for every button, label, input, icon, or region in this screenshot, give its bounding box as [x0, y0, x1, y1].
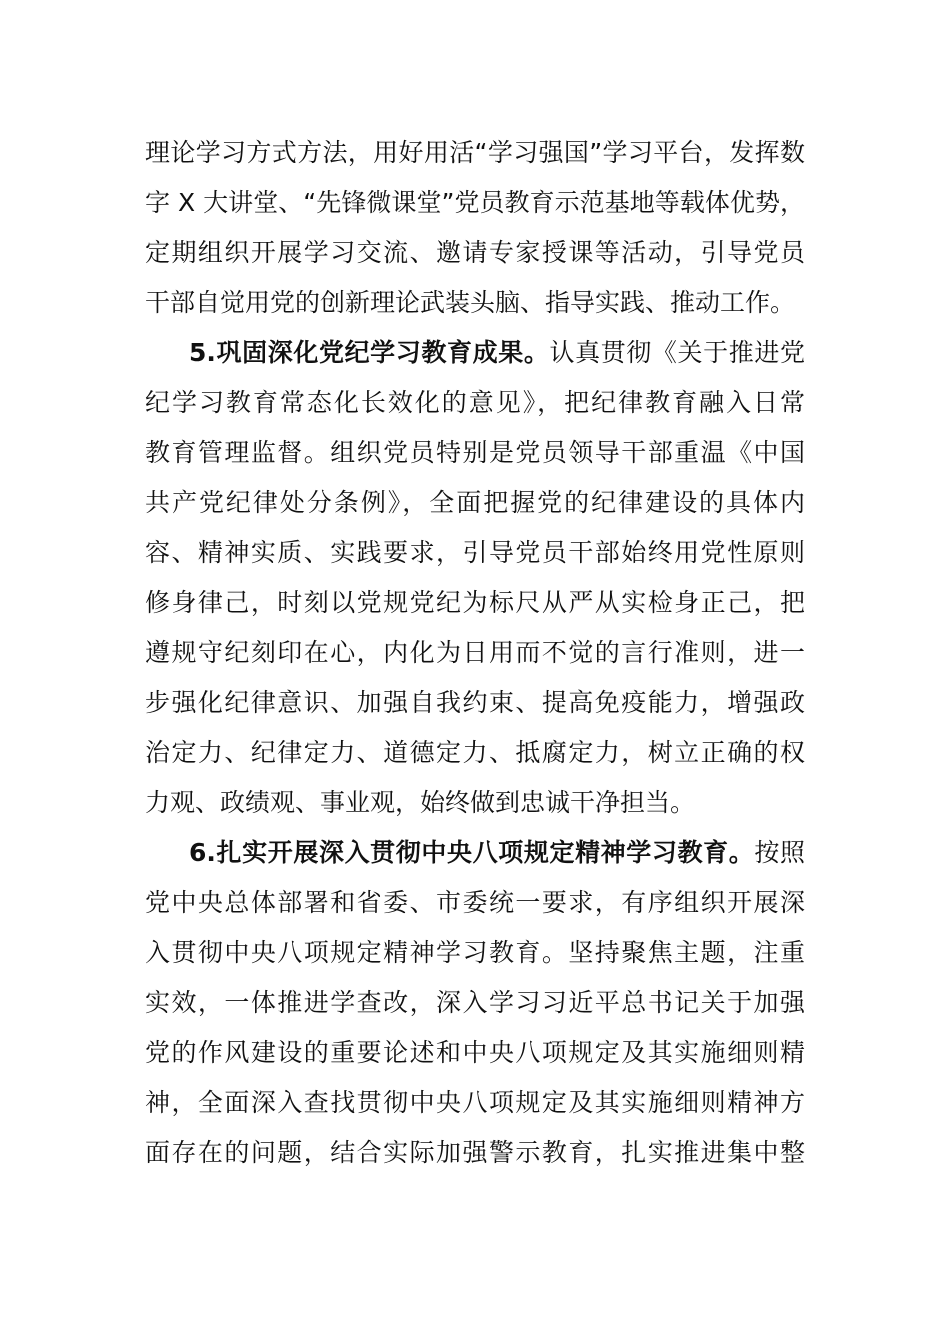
paragraph-1-line-4: 干部自觉用党的创新理论武装头脑、指导实践、推动工作。 — [145, 288, 796, 317]
paragraph-2-line-4: 共产党纪律处分条例》，全面把握党的纪律建设的具体内 — [145, 488, 805, 517]
paragraph-2-line-9: 治定力、纪律定力、道德定力、抵腐定力，树立正确的权 — [145, 738, 805, 767]
paragraph-3-line-5: 党的作风建设的重要论述和中央八项规定及其实施细则精 — [145, 1038, 805, 1067]
paragraph-2-line-1 — [145, 328, 805, 378]
document-body — [145, 128, 805, 1178]
paragraph-2-line-5: 容、精神实质、实践要求，引导党员干部始终用党性原则 — [145, 538, 805, 567]
paragraph-2-line-1-text: 认真贯彻《关于推进党 — [549, 338, 805, 367]
paragraph-2-line-3: 教育管理监督。组织党员特别是党员领导干部重温《中国 — [145, 438, 805, 467]
paragraph-3-line-1-text: 按照 — [754, 838, 805, 867]
paragraph-2-line-2: 纪学习教育常态化长效化的意见》，把纪律教育融入日常 — [145, 388, 805, 417]
paragraph-2-line-8: 步强化纪律意识、加强自我约束、提高免疫能力，增强政 — [145, 688, 805, 717]
paragraph-3-line-6: 神，全面深入查找贯彻中央八项规定及其实施细则精神方 — [145, 1088, 805, 1117]
paragraph-3-line-1 — [145, 828, 805, 878]
paragraph-3-line-7: 面存在的问题，结合实际加强警示教育，扎实推进集中整 — [145, 1138, 805, 1167]
paragraph-1-line-1: 理论学习方式方法，用好用活“学习强国”学习平台，发挥数 — [145, 138, 805, 167]
paragraph-2-line-6: 修身律己，时刻以党规党纪为标尺从严从实检身正己，把 — [145, 588, 805, 617]
paragraph-1-line-2: 字 X 大讲堂、“先锋微课堂”党员教育示范基地等载体优势， — [145, 188, 805, 217]
paragraph-1-line-3: 定期组织开展学习交流、邀请专家授课等活动，引导党员 — [145, 238, 805, 267]
paragraph-2-line-10: 力观、政绩观、事业观，始终做到忠诚干净担当。 — [145, 788, 696, 817]
paragraph-3-line-3: 入贯彻中央八项规定精神学习教育。坚持聚焦主题，注重 — [145, 938, 805, 967]
section-5-heading: 5.巩固深化党纪学习教育成果。 — [189, 338, 550, 367]
section-6-heading: 6.扎实开展深入贯彻中央八项规定精神学习教育。 — [189, 838, 755, 867]
paragraph-3-line-4: 实效，一体推进学查改，深入学习习近平总书记关于加强 — [145, 988, 805, 1017]
paragraph-3-line-2: 党中央总体部署和省委、市委统一要求，有序组织开展深 — [145, 888, 805, 917]
paragraph-2-line-7: 遵规守纪刻印在心，内化为日用而不觉的言行准则，进一 — [145, 638, 805, 667]
